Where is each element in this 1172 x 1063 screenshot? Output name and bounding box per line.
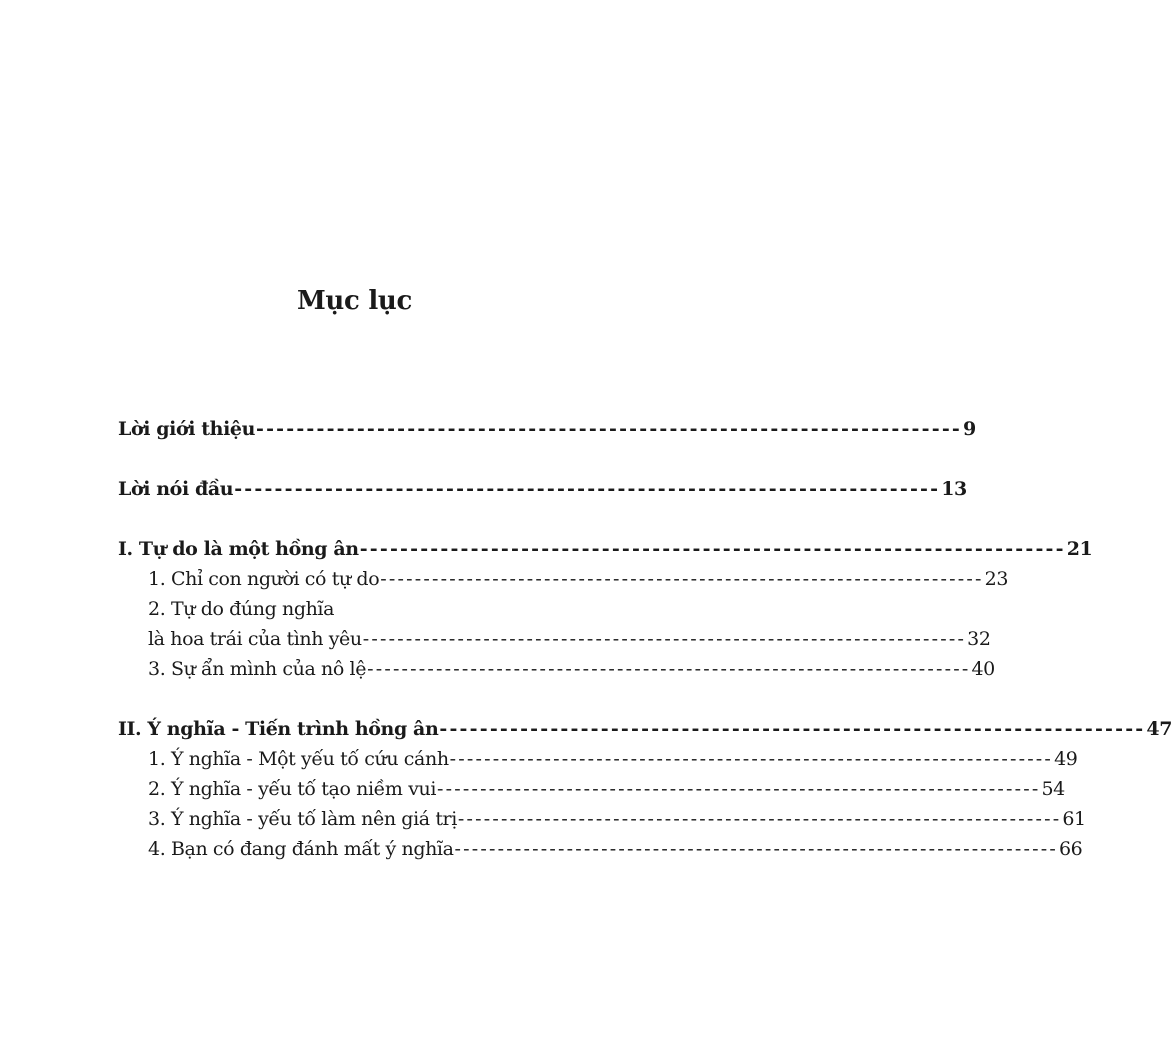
toc-entry-1-2-line1[interactable] xyxy=(148,598,592,628)
dot-leader: ---------------------------------------------------------------------- xyxy=(359,538,1066,560)
toc-entry-label: I. Tự do là một hồng ân xyxy=(118,538,359,560)
toc-entry-label: 3. Sự ẩn mình của nô lệ xyxy=(148,658,367,680)
toc-entry-label: Lời nói đầu xyxy=(118,478,234,500)
toc-entry-label: là hoa trái của tình yêu xyxy=(148,628,362,650)
dot-leader: ---------------------------------------------------------------------- xyxy=(449,748,1054,770)
dot-leader: ---------------------------------------------------------------------- xyxy=(380,568,984,590)
toc-entry-loi-gioi-thieu[interactable] xyxy=(118,418,976,448)
dot-leader: ---------------------------------------------------------------------- xyxy=(439,718,1146,740)
toc-page-number: 23 xyxy=(984,568,1009,590)
toc-entry-label: 4. Bạn có đang đánh mất ý nghĩa xyxy=(148,838,454,860)
toc-page-number: 21 xyxy=(1066,538,1093,560)
toc-page-number: 66 xyxy=(1058,838,1083,860)
toc-page-number: 32 xyxy=(967,628,991,650)
toc-entry-1-3[interactable] xyxy=(148,658,995,688)
toc-page-number: 40 xyxy=(971,658,995,680)
page-title: Mục lục xyxy=(296,286,413,316)
toc-entry-2-2[interactable] xyxy=(148,778,1065,808)
toc-entry-loi-noi-dau[interactable] xyxy=(118,478,967,508)
toc-entry-2-4[interactable] xyxy=(148,838,1083,868)
toc-page-number: 61 xyxy=(1062,808,1086,830)
toc-entry-label: 3. Ý nghĩa - yếu tố làm nên giá trị xyxy=(148,808,457,830)
toc-entry-section-2[interactable] xyxy=(118,718,1172,748)
toc-page-number: 54 xyxy=(1041,778,1065,800)
dot-leader: ---------------------------------------------------------------------- xyxy=(437,778,1041,800)
toc-entry-1-2-line2[interactable] xyxy=(148,628,991,658)
toc-entry-label: 1. Chỉ con người có tự do xyxy=(148,568,380,590)
toc-page-number: 47 xyxy=(1146,718,1172,740)
toc-entry-2-3[interactable] xyxy=(148,808,1086,838)
dot-leader: ---------------------------------------------------------------------- xyxy=(457,808,1062,830)
dot-leader: ---------------------------------------------------------------------- xyxy=(454,838,1058,860)
toc-page-number: 49 xyxy=(1054,748,1078,770)
toc-page-number: 13 xyxy=(941,478,967,500)
toc-page-number: 9 xyxy=(963,418,976,440)
toc-entry-label: II. Ý nghĩa - Tiến trình hồng ân xyxy=(118,718,439,740)
toc-entry-section-1[interactable] xyxy=(118,538,1093,568)
dot-leader: ---------------------------------------------------------------------- xyxy=(255,418,962,440)
dot-leader: ---------------------------------------------------------------------- xyxy=(234,478,941,500)
dot-leader: ---------------------------------------------------------------------- xyxy=(367,658,971,680)
toc-entry-label: Lời giới thiệu xyxy=(118,418,255,440)
dot-leader: ---------------------------------------------------------------------- xyxy=(362,628,967,650)
toc-entry-2-1[interactable] xyxy=(148,748,1078,778)
toc-entry-label: 2. Tự do đúng nghĩa xyxy=(148,598,335,620)
toc-entry-1-1[interactable] xyxy=(148,568,1009,598)
toc-entry-label: 1. Ý nghĩa - Một yếu tố cứu cánh xyxy=(148,748,449,770)
toc-entry-label: 2. Ý nghĩa - yếu tố tạo niềm vui xyxy=(148,778,437,800)
